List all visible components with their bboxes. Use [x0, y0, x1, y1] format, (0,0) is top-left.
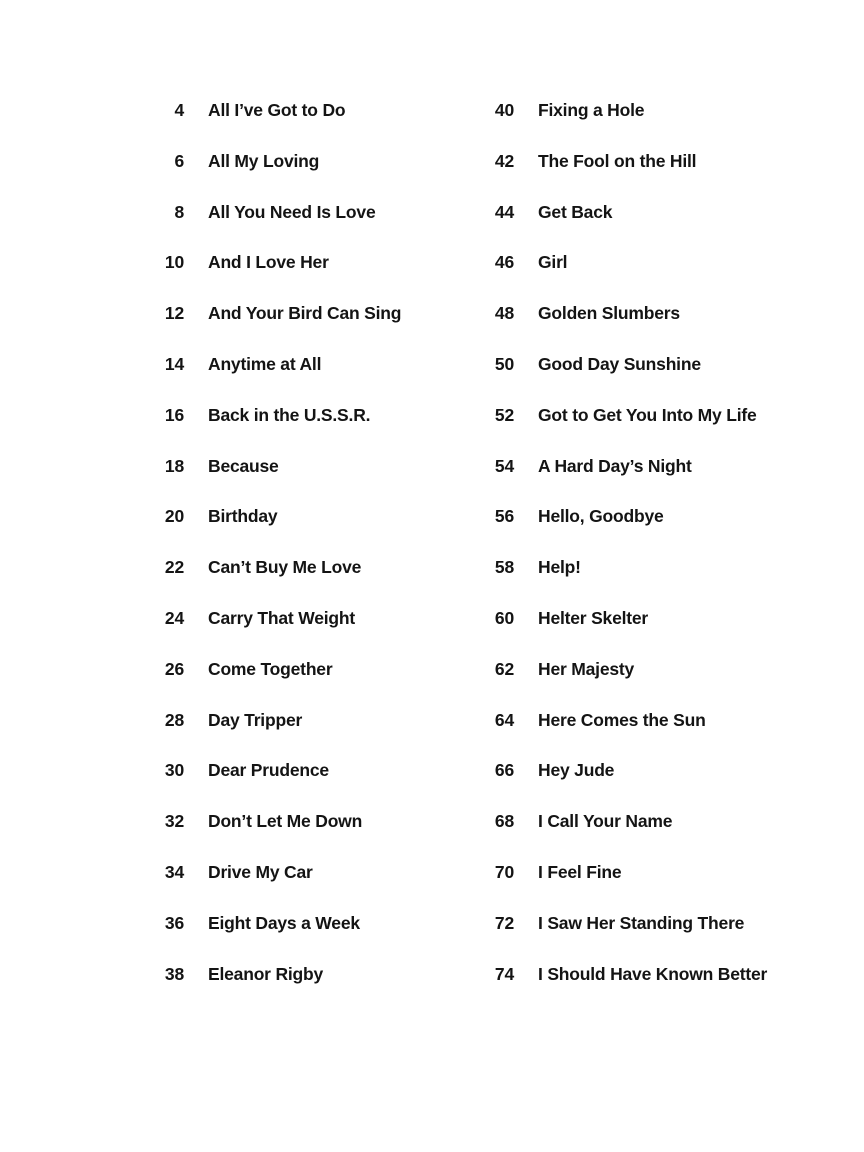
toc-entry: [480, 354, 750, 405]
toc-entry: [480, 252, 750, 303]
toc-entry-title: Golden Slumbers: [538, 303, 680, 324]
toc-page-number: 34: [164, 861, 184, 882]
toc-entry-title: Hello, Goodbye: [538, 506, 664, 527]
toc-page-number: 66: [494, 760, 514, 781]
toc-page-number: 30: [164, 760, 184, 781]
toc-entry: [480, 811, 750, 862]
toc-entry: [150, 862, 480, 913]
toc-entry: [480, 202, 750, 253]
toc-page-number: 70: [494, 861, 514, 882]
toc-entry: [480, 404, 757, 456]
toc-entry-title: The Fool on the Hill: [538, 150, 697, 171]
toc-page-number: 22: [164, 557, 184, 578]
toc-page-number: 24: [164, 607, 184, 628]
toc-entry-title: Fixing a Hole: [538, 100, 645, 120]
toc-entry-title: I Should Have Known Better: [538, 963, 768, 984]
toc-page-number: 58: [494, 557, 514, 578]
toc-entry: [150, 608, 480, 659]
toc-page-number: 74: [494, 963, 514, 984]
toc-entry: [150, 659, 480, 710]
toc-entry: [150, 354, 480, 405]
toc-page-number: 54: [494, 455, 514, 476]
toc-entry-title: And I Love Her: [208, 252, 329, 273]
toc-page-number: 72: [494, 912, 514, 933]
toc-entry-title: Drive My Car: [208, 861, 313, 882]
toc-entry-title: Back in the U.S.S.R.: [208, 404, 371, 425]
toc-entry-title: Her Majesty: [538, 658, 635, 679]
toc-page-number: 42: [494, 150, 514, 171]
toc-entry-title: Day Tripper: [208, 709, 303, 730]
toc-entry-title: Birthday: [208, 506, 278, 527]
toc-entry: [150, 405, 480, 456]
toc-page-number: 4: [174, 100, 184, 120]
toc-entry-title: All You Need Is Love: [208, 201, 376, 222]
toc-page-number: 64: [494, 709, 514, 730]
toc-entry: [150, 506, 480, 557]
toc-page-number: 6: [174, 150, 184, 171]
toc-entry-title: And Your Bird Can Sing: [208, 303, 402, 324]
toc-entry: [480, 151, 750, 202]
toc-entry-title: All My Loving: [208, 150, 320, 171]
toc-page-number: 50: [494, 353, 514, 374]
toc-page-number: 32: [164, 811, 184, 832]
toc-entry-title: All I’ve Got to Do: [208, 100, 346, 120]
toc-entry-title: Girl: [538, 252, 568, 273]
toc-entry-title: Help!: [538, 557, 581, 578]
toc-entry-title: Can’t Buy Me Love: [208, 557, 362, 578]
toc-entry: [150, 202, 480, 253]
toc-entry: [480, 862, 750, 913]
toc-page-number: 38: [164, 963, 184, 984]
toc-entry: [480, 506, 750, 557]
toc-entry: [150, 252, 480, 303]
toc-entry: [150, 913, 480, 964]
toc-page-number: 28: [164, 709, 184, 730]
toc-entry-title: Come Together: [208, 658, 333, 679]
toc-entry: [480, 963, 768, 1015]
toc-page-number: 48: [494, 303, 514, 324]
toc-page-number: 12: [164, 303, 184, 324]
toc-page-number: 20: [164, 506, 184, 527]
toc-entry-title: Because: [208, 455, 279, 476]
toc-column-right: [480, 100, 768, 1014]
toc-page-number: 62: [494, 658, 514, 679]
toc-entry: [480, 303, 750, 354]
toc-entry: [150, 710, 480, 761]
toc-entry-title: Here Comes the Sun: [538, 709, 706, 730]
toc-entry: [480, 913, 750, 964]
toc-entry: [150, 151, 480, 202]
toc-entry: [480, 760, 750, 811]
toc-page-number: 40: [494, 100, 514, 120]
toc-entry-title: Don’t Let Me Down: [208, 811, 363, 832]
toc-entry: [480, 608, 750, 659]
toc-entry: [150, 100, 480, 151]
toc-entry: [480, 710, 750, 761]
toc-entry: [150, 456, 480, 507]
toc-entry-title: Dear Prudence: [208, 760, 329, 781]
toc-entry: [150, 760, 480, 811]
toc-entry-title: I Call Your Name: [538, 811, 673, 832]
toc-entry: [150, 303, 480, 354]
table-of-contents: [150, 100, 768, 1014]
toc-entry: [150, 811, 480, 862]
toc-entry-title: Anytime at All: [208, 353, 322, 374]
toc-page-number: 44: [494, 201, 514, 222]
toc-entry-title: Eight Days a Week: [208, 912, 360, 933]
toc-entry-title: Hey Jude: [538, 760, 615, 781]
toc-page-number: 56: [494, 506, 514, 527]
toc-page-number: 46: [494, 252, 514, 273]
toc-entry-title: Get Back: [538, 201, 613, 222]
toc-column-left: [150, 100, 480, 1014]
toc-entry: [150, 964, 480, 1015]
toc-entry-title: I Saw Her Standing There: [538, 912, 745, 933]
toc-entry-title: Eleanor Rigby: [208, 963, 324, 984]
toc-page-number: 60: [494, 607, 514, 628]
toc-page-number: 36: [164, 912, 184, 933]
toc-entry-title: Good Day Sunshine: [538, 353, 701, 374]
toc-entry-title: Carry That Weight: [208, 607, 355, 628]
toc-page-number: 68: [494, 811, 514, 832]
toc-entry: [480, 456, 750, 507]
toc-page-number: 8: [174, 201, 184, 222]
toc-entry: [480, 100, 750, 151]
toc-entry-title: A Hard Day’s Night: [538, 455, 692, 476]
toc-entry-title: Got to Get You Into My Life: [538, 404, 757, 425]
toc-entry: [480, 659, 750, 710]
toc-entry: [150, 557, 480, 608]
toc-page-number: 10: [164, 252, 184, 273]
toc-page-number: 26: [164, 658, 184, 679]
toc-page-number: 52: [494, 404, 514, 425]
toc-entry-title: I Feel Fine: [538, 861, 622, 882]
toc-entry-title: Helter Skelter: [538, 607, 649, 628]
toc-entry: [480, 557, 750, 608]
toc-page-number: 18: [164, 455, 184, 476]
toc-page-number: 16: [164, 404, 184, 425]
toc-page-number: 14: [164, 353, 184, 374]
